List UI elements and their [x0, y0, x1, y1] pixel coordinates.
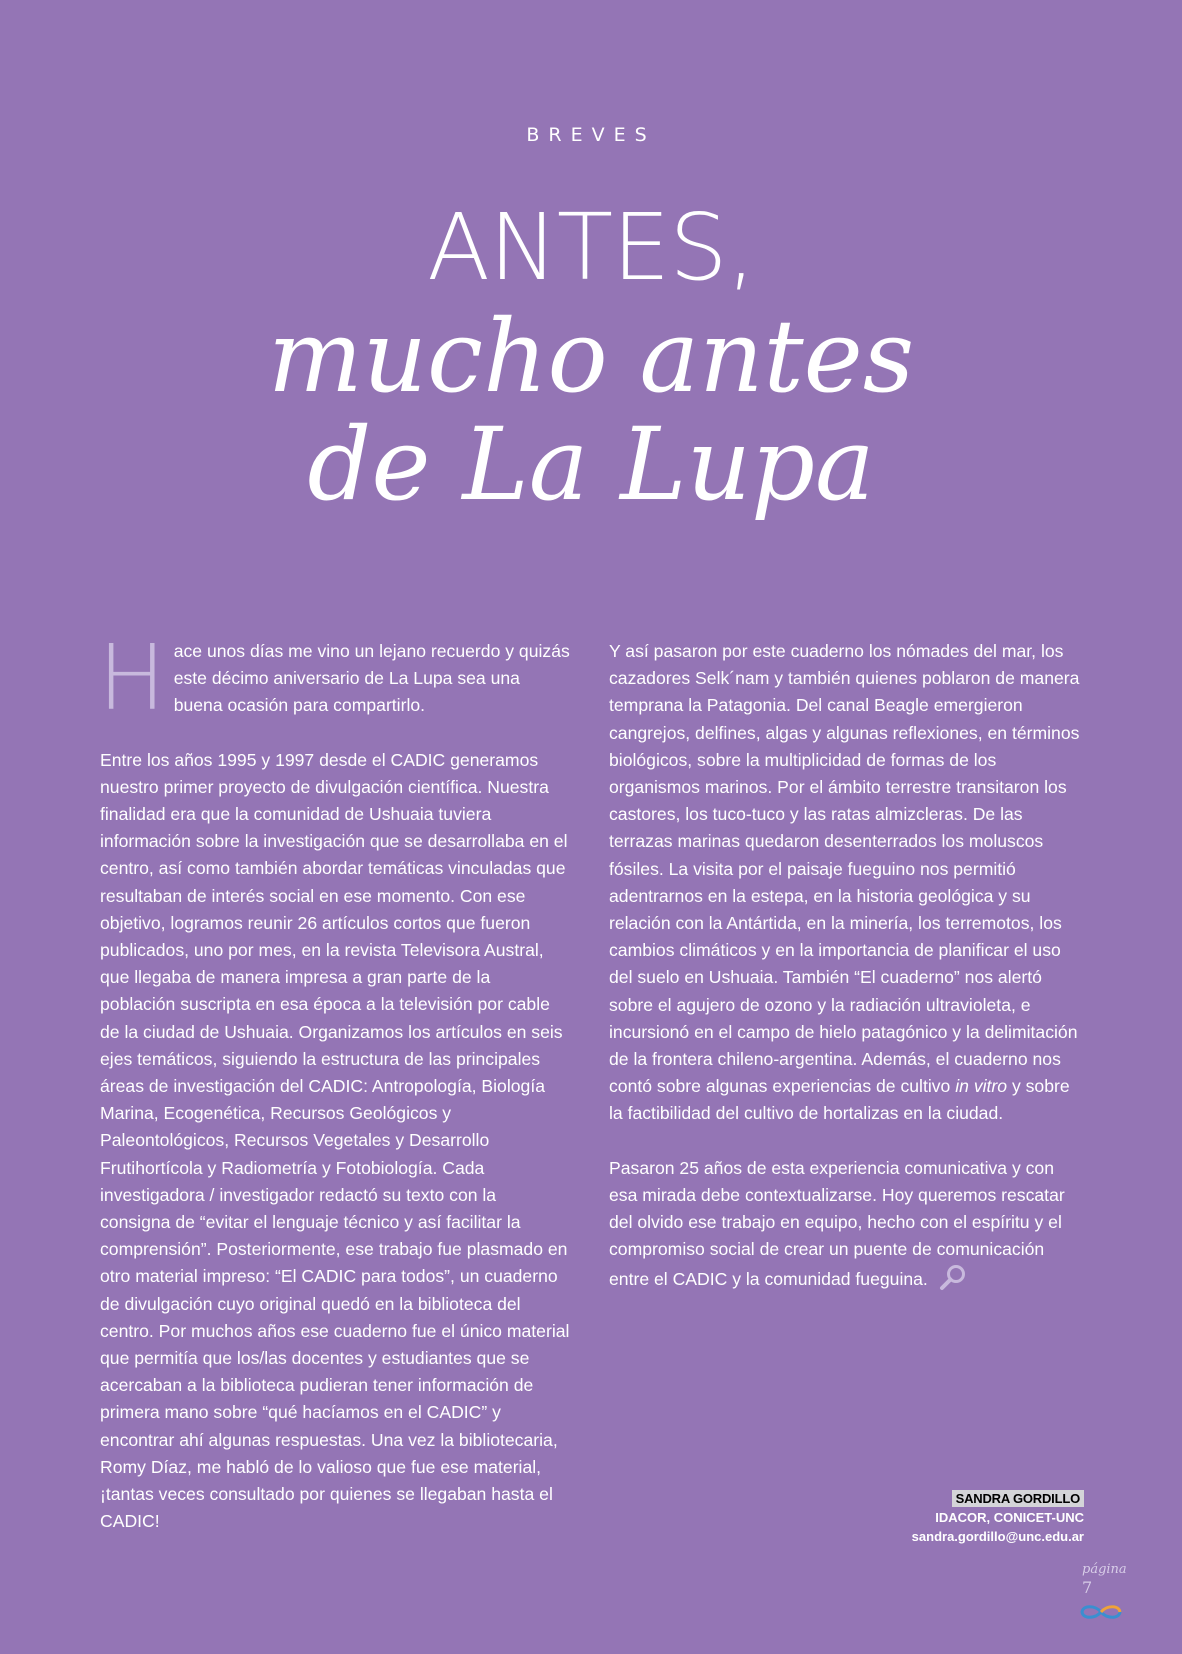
drop-cap: H [98, 626, 166, 731]
page-label: página [1082, 1562, 1127, 1577]
section-label: BREVES [526, 124, 656, 146]
author-email: sandra.gordillo@unc.edu.ar [911, 1529, 1084, 1544]
closing-paragraph [609, 1155, 1081, 1300]
body-paragraph [609, 638, 1081, 1128]
body-text: Y así pasaron por este cuaderno los nómades del mar, los cazadores Selk´nam y también quienes poblaron de manera temprana la Patagonia. Del canal Beagle emergieron cangrejos, delfines, algas y algunas reflexiones, en términos biológicos, sobre la multiplicidad de formas de los organismos marinos. Por el ámbito terrestre transitaron los castores, los tuco-tuco y las ratas almizcleras. De las terrazas marinas quedaron desenterrados los moluscos fósiles. La visita por el paisaje fueguino nos permitió adentrarnos en la estepa, en la historia geológica y su relación con la Antártida, en la minería, los terremotos, los cambios climáticos y en la importancia de planificar el uso del suelo en Ushuaia. También “El cuaderno” nos alertó sobre el agujero de ozono y la radiación ultravioleta, e incursionó en el campo de hielo patagónico y la delimitación de la frontera chileno-argentina. Además, el cuaderno nos contó sobre algunas experiencias de cultivo [609, 641, 1080, 1097]
body-paragraph: Entre los años 1995 y 1997 desde el CADIC generamos nuestro primer proyecto de divulgación científica. Nuestra finalidad era que la comunidad de Ushuaia tuviera información sobre la investigación que se desarrollaba en el centro, así como también abordar temáticas vinculadas que resultaban de interés social en ese momento. Con ese objetivo, logramos reunir 26 artículos cortos que fueron publicados, uno por mes, en la revista Televisora Austral, que llegaba de manera impresa a gran parte de la población suscripta en esa época a la televisión por cable de la ciudad de Ushuaia. Organizamos los artículos en seis ejes temáticos, siguiendo la estructura de las principales áreas de investigación del CADIC: Antropología, Biología Marina, Ecogenética, Recursos Geológicos y Paleontológicos, Recursos Vegetales y Desarrollo Frutihortícola y Radiometría y Fotobiología. Cada investigadora / investigador redactó su texto con la consigna de “evitar el lenguaje técnico y así facilitar la comprensión”. Posteriormente, ese trabajo fue plasmado en otro material impreso: “El CADIC para todos”, un cuaderno de divulgación cuyo original quedó en la biblioteca del centro. Por muchos años ese cuaderno fue el único material que permitía que los/las docentes y estudiantes que se acercaban a la biblioteca pudieran tener información de primera mano sobre “qué hacíamos en el CADIC” y encontrar ahí algunas respuestas. Una vez la bibliotecaria, Romy Díaz, me habló de lo valioso que fue ese material, ¡tantas veces consultado por quienes se llegaban hasta el CADIC! [100, 749, 570, 1532]
left-column [98, 626, 570, 1563]
italic-term: in vitro [955, 1076, 1008, 1097]
author-name: SANDRA GORDILLO [952, 1490, 1084, 1507]
intro-paragraph [98, 626, 570, 731]
right-column [609, 638, 1081, 1327]
author-block [912, 1490, 1084, 1546]
body-text: y sobre la factibilidad del cultivo de hortalizas en la ciudad. [609, 1076, 1070, 1124]
magnifier-icon [938, 1263, 968, 1299]
infinity-logo-icon [1078, 1604, 1124, 1625]
intro-text: ace unos días me vino un lejano recuerdo y quizás este décimo aniversario de La Lupa sea una buena ocasión para compartirlo. [173, 641, 570, 716]
author-affiliation: IDACOR, CONICET-UNC [935, 1510, 1084, 1525]
page-number: 7 [1082, 1578, 1093, 1597]
title-line-3: de La Lupa [307, 406, 875, 523]
body-text: Pasaron 25 años de esta experiencia comunicativa y con esa mirada debe contextualizarse. Hoy queremos rescatar del olvido ese trabajo en equipo, hecho con el espíritu y el compromiso social de crear un puente de comunicación entre el CADIC y la comunidad fueguina. [609, 1157, 1065, 1290]
title-line-1: ANTES, [427, 194, 755, 301]
title-line-2: mucho antes [267, 298, 915, 415]
